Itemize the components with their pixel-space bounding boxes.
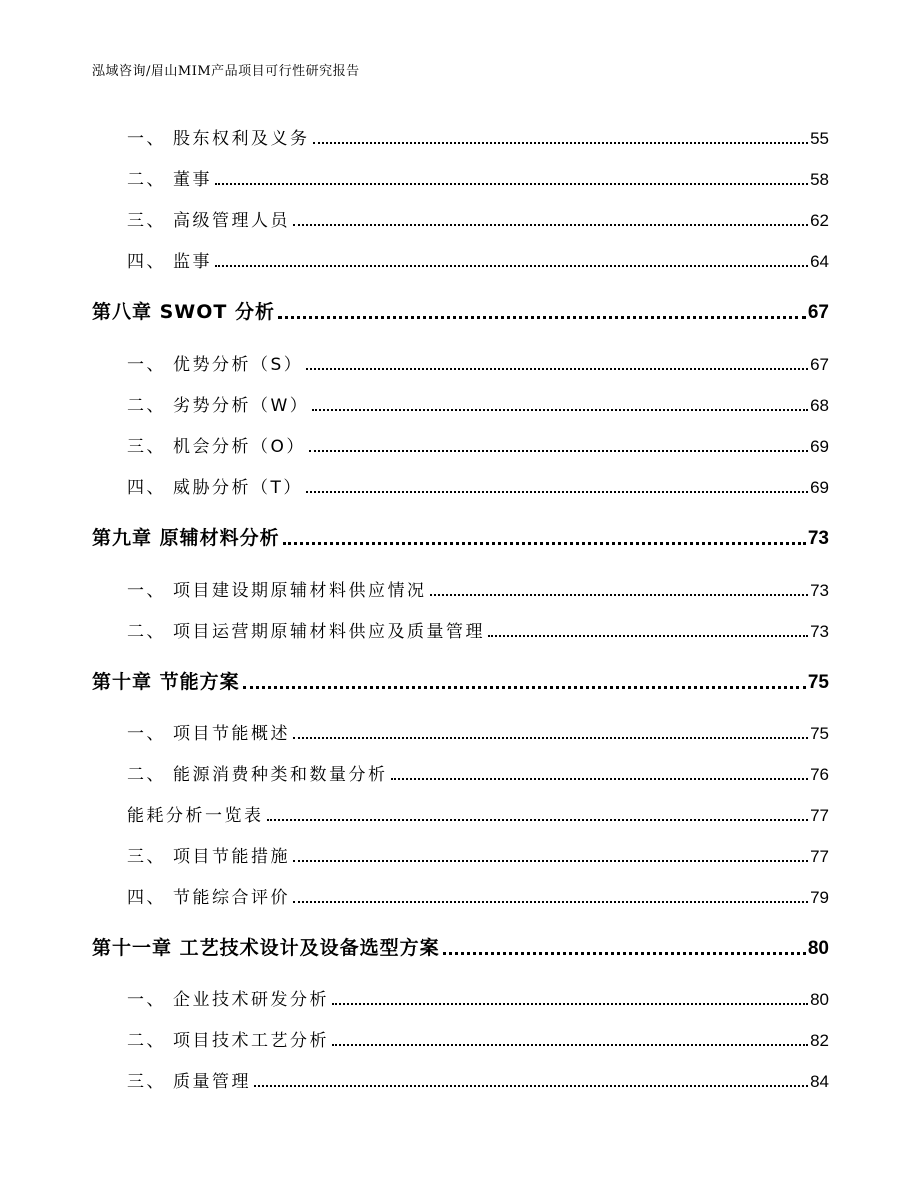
toc-entry[interactable]: [127, 391, 829, 416]
toc-entry-page: 82: [810, 1031, 829, 1050]
toc-entry[interactable]: [127, 617, 829, 642]
toc-entry-page: 58: [810, 170, 829, 189]
toc-leader-dots: [215, 265, 808, 267]
toc-entry-title: 项目节能概述: [173, 724, 290, 744]
toc-entry-number: 三、: [127, 1072, 166, 1092]
toc-entry-page: 77: [810, 847, 829, 866]
toc-leader-dots: [283, 542, 806, 545]
toc-entry-number: 一、: [127, 355, 166, 375]
toc-entry[interactable]: [127, 719, 829, 744]
toc-entry-page: 69: [810, 478, 829, 497]
toc-entry[interactable]: [127, 206, 829, 231]
toc-entry[interactable]: [127, 842, 829, 867]
toc-entry-title: 董事: [173, 170, 212, 190]
toc-chapter-title: 第九章 原辅材料分析: [92, 527, 280, 549]
toc-entry-number: 二、: [127, 765, 166, 785]
toc-entry-page: 76: [810, 765, 829, 784]
toc-entry-title: 优势分析（S）: [173, 355, 304, 375]
toc-chapter-entry[interactable]: [92, 297, 829, 324]
toc-entry-number: 二、: [127, 396, 166, 416]
toc-entry-page: 67: [810, 355, 829, 374]
toc-entry-title: 项目运营期原辅材料供应及质量管理: [173, 622, 485, 642]
toc-entry-number: 三、: [127, 437, 166, 457]
toc-chapter-title: 第八章 SWOT 分析: [92, 301, 275, 323]
toc-leader-dots: [443, 952, 806, 955]
toc-leader-dots: [267, 819, 809, 821]
toc-leader-dots: [293, 860, 808, 862]
toc-entry[interactable]: [127, 883, 829, 908]
toc-entry-number: 三、: [127, 211, 166, 231]
toc-leader-dots: [430, 594, 809, 596]
toc-entry-page: 62: [810, 211, 829, 230]
toc-entry-number: 一、: [127, 129, 166, 149]
toc-entry[interactable]: [127, 432, 829, 457]
toc-entry-page: 80: [807, 938, 829, 959]
toc-entry-title: 项目技术工艺分析: [173, 1031, 329, 1051]
toc-entry-title: 质量管理: [173, 1072, 251, 1092]
toc-entry-number: 一、: [127, 724, 166, 744]
toc-leader-dots: [306, 368, 808, 370]
toc-entry-page: 73: [807, 528, 829, 549]
toc-chapter-entry[interactable]: [92, 523, 829, 550]
toc-entry[interactable]: [127, 124, 829, 149]
toc-leader-dots: [293, 224, 808, 226]
toc-entry-page: 80: [810, 990, 829, 1009]
toc-entry-number: 二、: [127, 622, 166, 642]
toc-leader-dots: [391, 778, 809, 780]
toc-entry[interactable]: [127, 247, 829, 272]
toc-leader-dots: [293, 901, 808, 903]
toc-entry-number: 二、: [127, 170, 166, 190]
toc-entry-number: 三、: [127, 847, 166, 867]
toc-entry-title: 监事: [173, 252, 212, 272]
toc-entry-page: 73: [810, 581, 829, 600]
toc-entry[interactable]: [127, 165, 829, 190]
toc-entry-page: 84: [810, 1072, 829, 1091]
toc-chapter-title: 第十章 节能方案: [92, 671, 240, 693]
toc-entry-title: 项目节能措施: [173, 847, 290, 867]
toc-leader-dots: [306, 491, 808, 493]
toc-entry-page: 55: [810, 129, 829, 148]
toc-entry-title: 劣势分析（W）: [173, 396, 310, 416]
toc-entry-title: 企业技术研发分析: [173, 990, 329, 1010]
toc-entry-page: 75: [810, 724, 829, 743]
toc-entry-page: 67: [807, 302, 829, 323]
toc-entry[interactable]: [127, 1026, 829, 1051]
toc-entry-number: 四、: [127, 888, 166, 908]
toc-leader-dots: [293, 737, 808, 739]
toc-entry[interactable]: [127, 350, 829, 375]
toc-entry[interactable]: [127, 801, 829, 826]
toc-entry-title: 能耗分析一览表: [127, 806, 264, 826]
toc-leader-dots: [215, 183, 808, 185]
toc-entry-number: 四、: [127, 252, 166, 272]
toc-entry-number: 一、: [127, 581, 166, 601]
toc-entry-title: 能源消费种类和数量分析: [173, 765, 388, 785]
toc-entry-page: 69: [810, 437, 829, 456]
page-header: 泓域咨询/眉山MIM产品项目可行性研究报告: [92, 64, 360, 79]
toc-entry-page: 73: [810, 622, 829, 641]
toc-leader-dots: [309, 450, 808, 452]
toc-chapter-title: 第十一章 工艺技术设计及设备选型方案: [92, 937, 440, 959]
toc-entry-number: 一、: [127, 990, 166, 1010]
toc-entry-title: 威胁分析（T）: [173, 478, 303, 498]
toc-entry[interactable]: [127, 760, 829, 785]
toc-entry-page: 79: [810, 888, 829, 907]
toc-entry[interactable]: [127, 576, 829, 601]
toc-entry-title: 高级管理人员: [173, 211, 290, 231]
toc-entry-page: 68: [810, 396, 829, 415]
toc-leader-dots: [332, 1003, 808, 1005]
toc-chapter-entry[interactable]: [92, 667, 829, 694]
toc-entry-title: 股东权利及义务: [173, 129, 310, 149]
toc-leader-dots: [278, 316, 806, 319]
toc-entry-page: 75: [807, 672, 829, 693]
toc-entry-page: 64: [810, 252, 829, 271]
toc-entry-page: 77: [810, 806, 829, 825]
toc-leader-dots: [313, 142, 809, 144]
toc-leader-dots: [243, 686, 806, 689]
toc-chapter-entry[interactable]: [92, 933, 829, 960]
toc-leader-dots: [312, 409, 808, 411]
toc-entry[interactable]: [127, 473, 829, 498]
toc-leader-dots: [254, 1085, 808, 1087]
toc-entry-title: 机会分析（O）: [173, 437, 306, 457]
toc-entry[interactable]: [127, 985, 829, 1010]
toc-entry-number: 二、: [127, 1031, 166, 1051]
toc-leader-dots: [332, 1044, 808, 1046]
toc-leader-dots: [488, 635, 808, 637]
toc-entry-title: 项目建设期原辅材料供应情况: [173, 581, 427, 601]
toc-entry-title: 节能综合评价: [173, 888, 290, 908]
toc-entry-number: 四、: [127, 478, 166, 498]
toc-entry[interactable]: [127, 1067, 829, 1092]
